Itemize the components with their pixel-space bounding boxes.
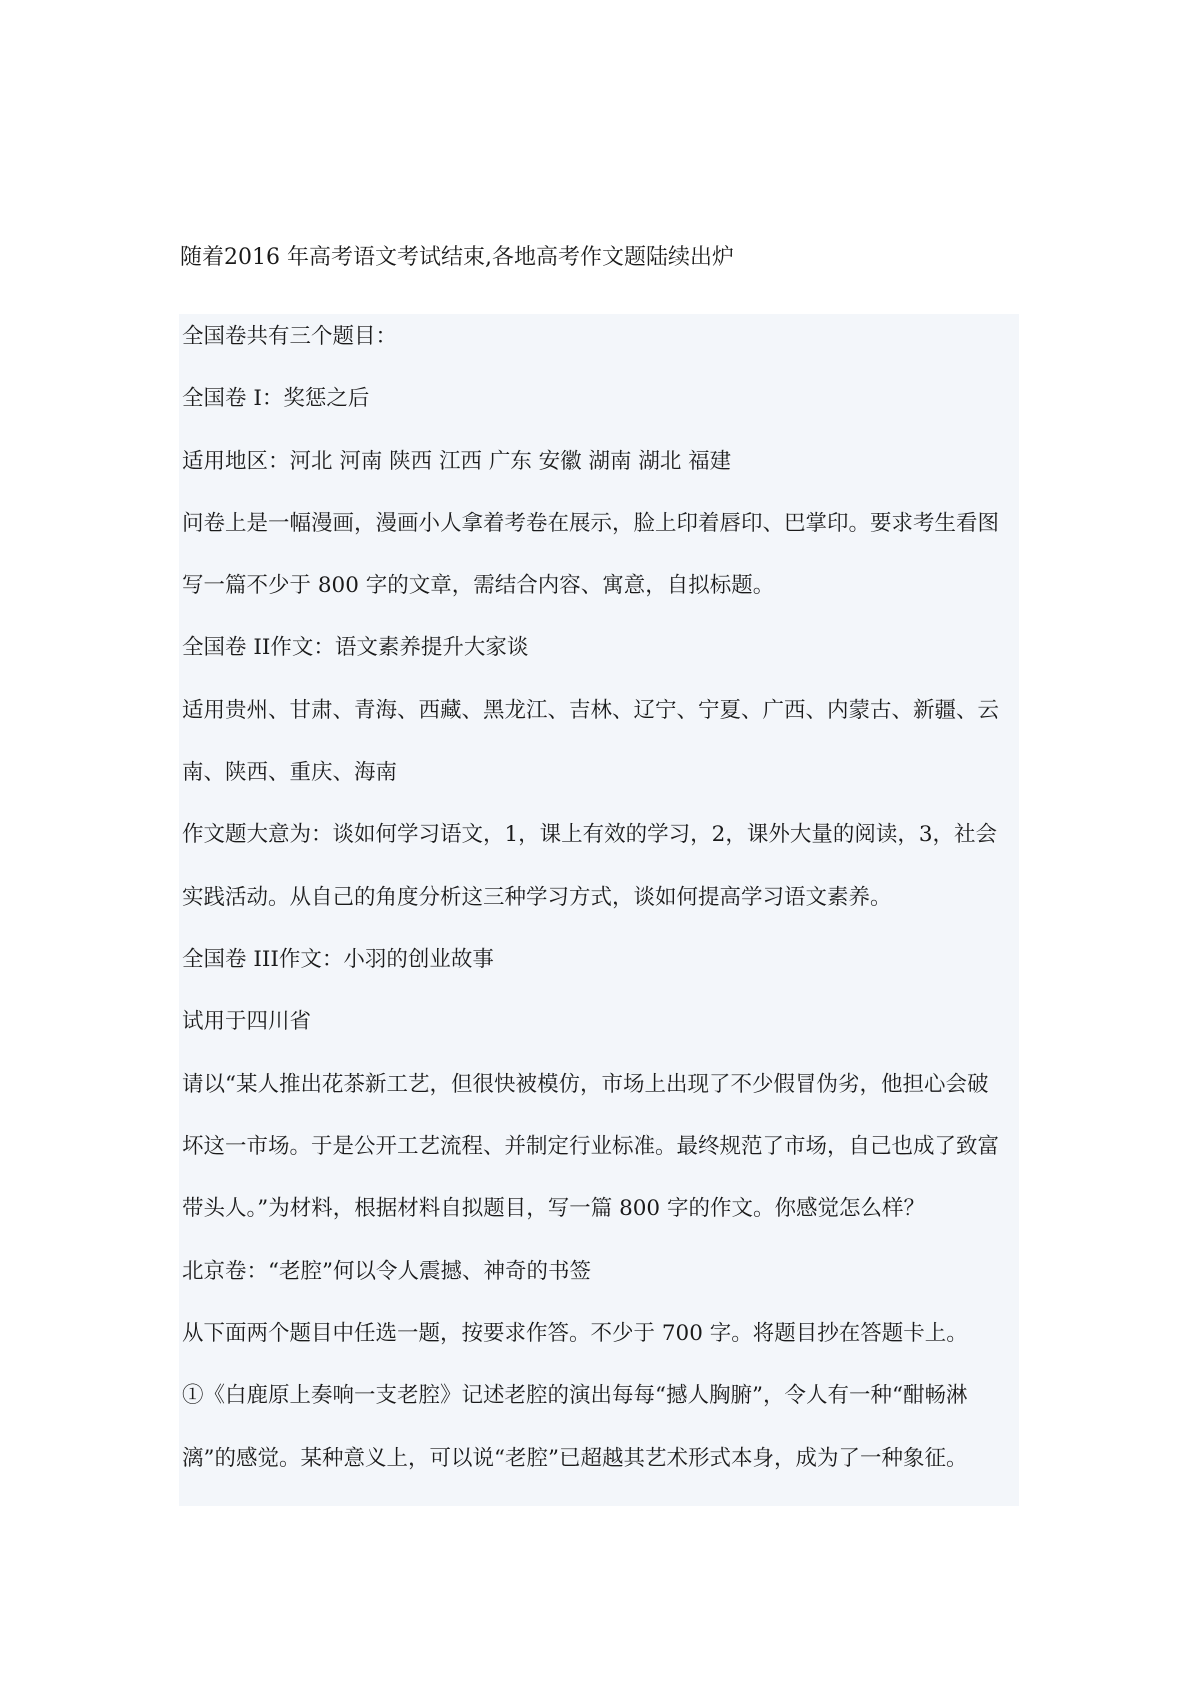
highlighted-content-box <box>179 314 1019 1506</box>
paragraph-line: 北京卷：“老腔”何以令人震撼、神奇的书签 <box>182 1259 591 1284</box>
paragraph-line: 适用地区：河北 河南 陕西 江西 广东 安徽 湖南 湖北 福建 <box>182 449 732 474</box>
paragraph-line: 实践活动。从自己的角度分析这三种学习方式，谈如何提高学习语文素养。 <box>182 885 892 910</box>
paragraph-line: 作文题大意为：谈如何学习语文，1，课上有效的学习，2，课外大量的阅读，3，社会 <box>182 822 998 847</box>
paragraph-line: 全国卷共有三个题目： <box>182 324 398 349</box>
paragraph-line: 坏这一市场。于是公开工艺流程、并制定行业标准。最终规范了市场，自己也成了致富 <box>182 1134 1000 1159</box>
paragraph-line: 带头人。”为材料，根据材料自拟题目，写一篇 800 字的作文。你感觉怎么样？ <box>182 1196 925 1221</box>
paragraph-line: 全国卷 I：奖惩之后 <box>182 386 370 411</box>
paragraph-line: 请以“某人推出花茶新工艺，但很快被模仿，市场上出现了不少假冒伪劣，他担心会破 <box>182 1072 989 1097</box>
paragraph-line: 问卷上是一幅漫画，漫画小人拿着考卷在展示，脸上印着唇印、巴掌印。要求考生看图 <box>182 511 1000 536</box>
paragraph-line: 漓”的感觉。某种意义上，可以说“老腔”已超越其艺术形式本身，成为了一种象征。 <box>182 1446 968 1471</box>
document-heading: 随着2016 年高考语文考试结束,各地高考作文题陆续出炉 <box>180 245 734 270</box>
paragraph-line: 写一篇不少于 800 字的文章，需结合内容、寓意，自拟标题。 <box>182 573 775 598</box>
paragraph-line: 试用于四川省 <box>182 1009 312 1034</box>
paragraph-line: ①《白鹿原上奏响一支老腔》记述老腔的演出每每“撼人胸腑”，令人有一种“酣畅淋 <box>182 1383 968 1408</box>
paragraph-line: 适用贵州、甘肃、青海、西藏、黑龙江、吉林、辽宁、宁夏、广西、内蒙古、新疆、云 <box>182 698 1000 723</box>
paragraph-line: 全国卷 II作文：语文素养提升大家谈 <box>182 635 529 660</box>
paragraph-line: 从下面两个题目中任选一题，按要求作答。不少于 700 字。将题目抄在答题卡上。 <box>182 1321 968 1346</box>
paragraph-line: 南、陕西、重庆、海南 <box>182 760 398 785</box>
paragraph-line: 全国卷 III作文：小羽的创业故事 <box>182 947 494 972</box>
